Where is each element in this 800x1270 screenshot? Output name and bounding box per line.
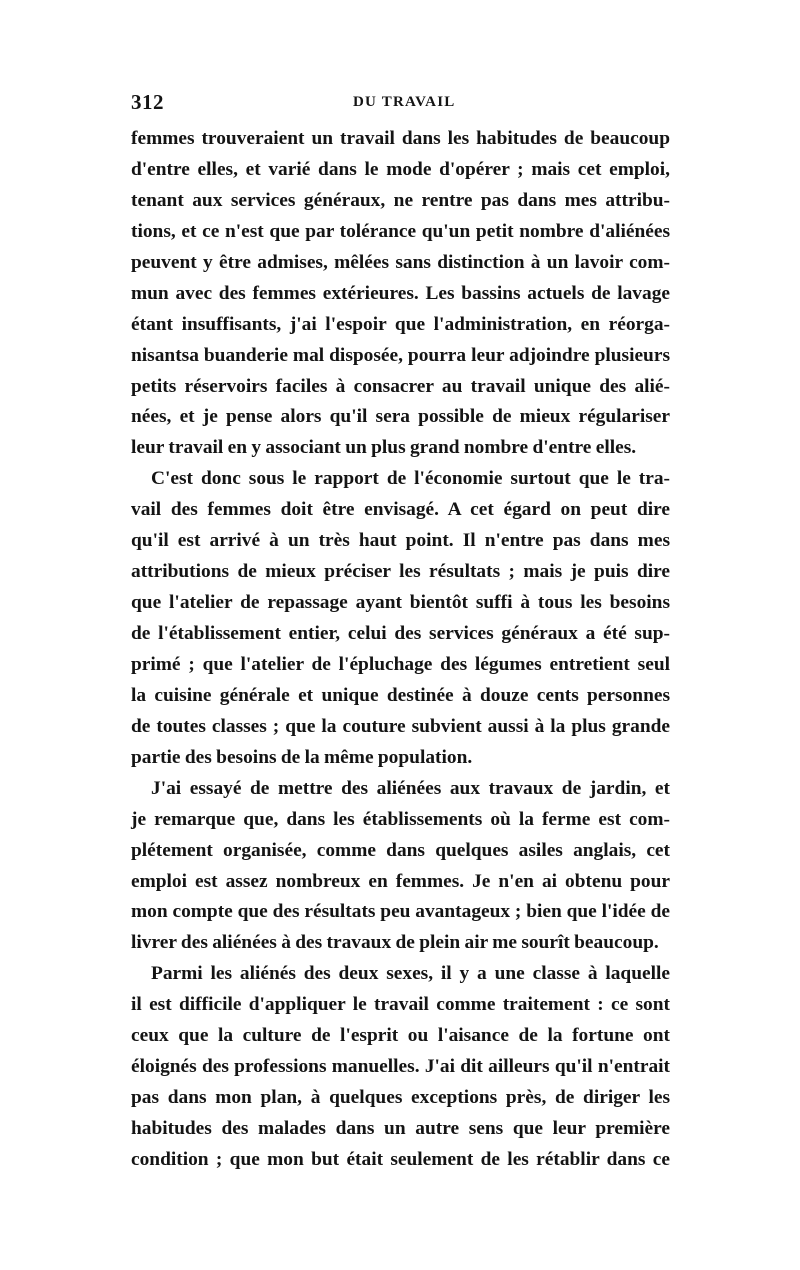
page-number: 312 xyxy=(131,90,164,114)
body-text xyxy=(131,124,670,1176)
text-line: mun avec des femmes extérieures. Les bassins actuels de lavage xyxy=(131,282,670,304)
text-line: d'entre elles, et varié dans le mode d'opérer ; mais cet emploi, xyxy=(131,158,670,180)
text-line: étant insuffisants, j'ai l'espoir que l'administration, en réorga- xyxy=(131,313,670,335)
text-line: je remarque que, dans les établissements où la ferme est com- xyxy=(131,808,670,830)
running-head xyxy=(131,90,669,116)
text-line: emploi est assez nombreux en femmes. Je n'en ai obtenu pour xyxy=(131,870,670,892)
text-line: habitudes des malades dans un autre sens que leur première xyxy=(131,1118,670,1139)
text-line: tenant aux services généraux, ne rentre pas dans mes attribu- xyxy=(131,189,670,211)
text-line: éloignés des professions manuelles. J'ai dit ailleurs qu'il n'entrait xyxy=(131,1056,670,1078)
text-line: partie des besoins de la même population. xyxy=(131,746,473,768)
text-line: livrer des aliénées à des travaux de plein air me sourît beaucoup. xyxy=(131,932,659,954)
text-line: la cuisine générale et unique destinée à douze cents personnes xyxy=(131,684,670,706)
paragraph-first-line: J'ai essayé de mettre des aliénées aux travaux de jardin, et xyxy=(151,777,670,799)
paragraph-first-line: Parmi les aliénés des deux sexes, il y a une classe à laquelle xyxy=(151,963,670,985)
text-line: femmes trouveraient un travail dans les habitudes de beaucoup xyxy=(131,128,670,149)
text-line: plétement organisée, comme dans quelques asiles anglais, cet xyxy=(131,839,670,861)
text-line: de toutes classes ; que la couture subvient aussi à la plus grande xyxy=(131,715,670,737)
text-line: que l'atelier de repassage ayant bientôt suffi à tous les besoins xyxy=(131,592,670,614)
text-line: petits réservoirs faciles à consacrer au travail unique des alié- xyxy=(131,375,670,397)
text-line: peuvent y être admises, mêlées sans distinction à un lavoir com- xyxy=(131,251,670,273)
text-line: attributions de mieux préciser les résultats ; mais je puis dire xyxy=(131,561,670,583)
text-line: il est difficile d'appliquer le travail comme traitement : ce sont xyxy=(131,994,670,1016)
text-line: nées, et je pense alors qu'il sera possible de mieux régulariser xyxy=(131,406,670,428)
text-line: pas dans mon plan, à quelques exceptions près, de diriger les xyxy=(131,1087,670,1109)
text-line: tions, et ce n'est que par tolérance qu'un petit nombre d'aliénées xyxy=(131,220,670,242)
paragraph-first-line: C'est donc sous le rapport de l'économie surtout que le tra- xyxy=(151,468,670,490)
text-line: qu'il est arrivé à un très haut point. Il n'entre pas dans mes xyxy=(131,530,670,552)
text-line: de l'établissement entier, celui des services généraux a été sup- xyxy=(131,623,670,644)
text-line: primé ; que l'atelier de l'épluchage des légumes entretient seul xyxy=(131,653,670,675)
text-line: condition ; que mon but était seulement de les rétablir dans ce xyxy=(131,1148,670,1170)
text-line: ceux que la culture de l'esprit ou l'aisance de la fortune ont xyxy=(131,1025,670,1047)
text-line: mon compte que des résultats peu avantageux ; bien que l'idée de xyxy=(131,901,670,923)
running-title: DU TRAVAIL xyxy=(353,94,456,110)
text-line: vail des femmes doit être envisagé. A cet égard on peut dire xyxy=(131,499,670,521)
text-line: leur travail en y associant un plus grand nombre d'entre elles. xyxy=(131,437,637,459)
text-line: nisantsa buanderie mal disposée, pourra leur adjoindre plusieurs xyxy=(131,344,670,366)
